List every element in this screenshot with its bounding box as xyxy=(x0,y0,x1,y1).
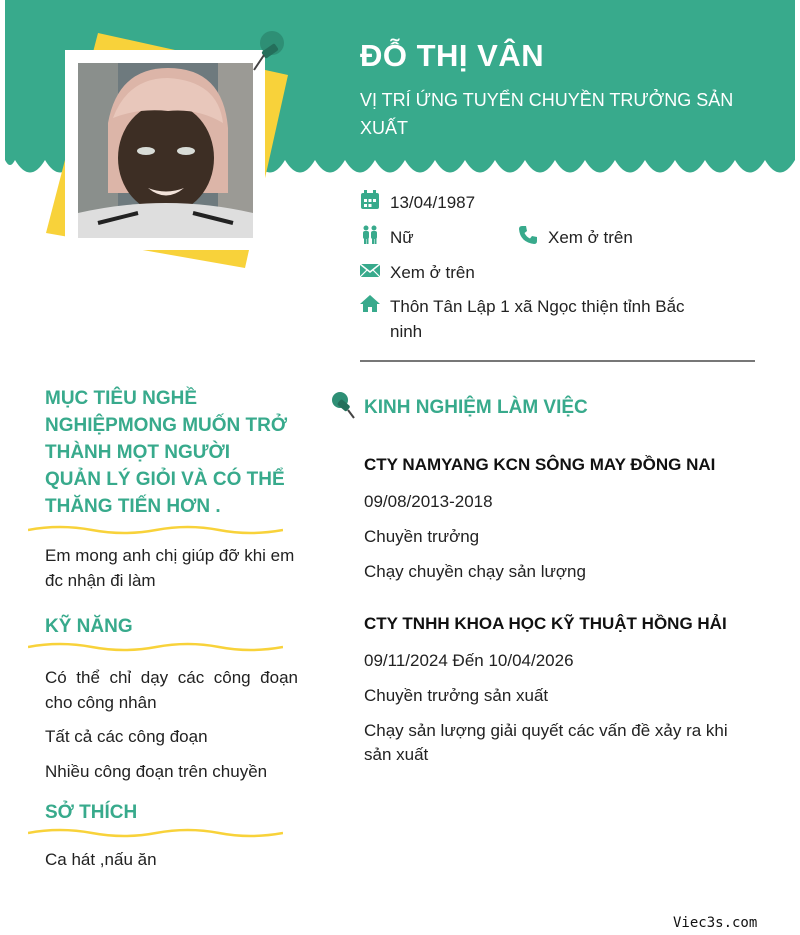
objective-text: Em mong anh chị giúp đỡ khi em đc nhận đi làm xyxy=(45,546,295,590)
hobbies-title: SỞ THÍCH xyxy=(45,802,138,823)
position-applied: VỊ TRÍ ỨNG TUYỂN CHUYỀN TRƯỞNG SẢN XUẤT xyxy=(360,90,734,138)
candidate-name: ĐỖ THỊ VÂN xyxy=(360,38,545,73)
gender-row xyxy=(360,225,500,250)
job-period: 09/11/2024 Đến 10/04/2026 xyxy=(364,651,574,670)
skill-item: Có thể chỉ dạy các công đoạn cho công nhân xyxy=(45,668,298,712)
contact-divider xyxy=(360,360,755,362)
birthdate-row xyxy=(360,190,660,215)
job-role: Chuyền trưởng sản xuất xyxy=(364,686,549,705)
skill-item: Nhiều công đoạn trên chuyền xyxy=(45,762,268,781)
footer-brand: Viec3s.com xyxy=(673,915,758,931)
gender-text: Nữ xyxy=(390,228,414,247)
hobbies-underline xyxy=(28,827,283,839)
experience-title: KINH NGHIỆM LÀM VIỆC xyxy=(364,397,588,418)
job-role: Chuyền trưởng xyxy=(364,527,480,546)
pin-icon xyxy=(250,25,290,75)
company-name: CTY NAMYANG KCN SÔNG MAY ĐỒNG NAI xyxy=(364,455,716,474)
address-text: Thôn Tân Lập 1 xã Ngọc thiện tỉnh Bắc ninh xyxy=(390,297,685,341)
home-icon xyxy=(360,294,380,314)
phone-text: Xem ở trên xyxy=(548,228,633,247)
pin-icon xyxy=(328,390,356,420)
job-period: 09/08/2013-2018 xyxy=(364,492,493,511)
skills-title: KỸ NĂNG xyxy=(45,616,133,637)
objective-title: MỤC TIÊU NGHỀ NGHIỆPMONG MUỐN TRỞ THÀNH MỌT NGƯỜI QUẢN LÝ GIỎI VÀ CÓ THỂ THĂNG TIẾN HƠN . xyxy=(45,388,288,517)
skill-item: Tất cả các công đoạn xyxy=(45,727,208,746)
people-icon xyxy=(360,225,380,245)
company-name: CTY TNHH KHOA HỌC KỸ THUẬT HỒNG HẢI xyxy=(364,614,727,633)
envelope-icon xyxy=(360,260,380,280)
avatar xyxy=(78,63,253,238)
email-row xyxy=(360,260,660,285)
phone-icon xyxy=(518,225,538,245)
email-text: Xem ở trên xyxy=(390,263,475,282)
hobbies-text: Ca hát ,nấu ăn xyxy=(45,850,157,869)
phone-row xyxy=(518,225,718,250)
job-description: Chạy chuyền chạy sản lượng xyxy=(364,562,586,581)
job-description: Chạy sản lượng giải quyết các vấn đề xảy ra khi sản xuất xyxy=(364,721,728,764)
calendar-icon xyxy=(360,190,380,210)
skills-underline xyxy=(28,641,283,653)
objective-underline xyxy=(28,524,283,536)
birthdate-text: 13/04/1987 xyxy=(390,193,476,212)
address-row xyxy=(360,294,700,346)
